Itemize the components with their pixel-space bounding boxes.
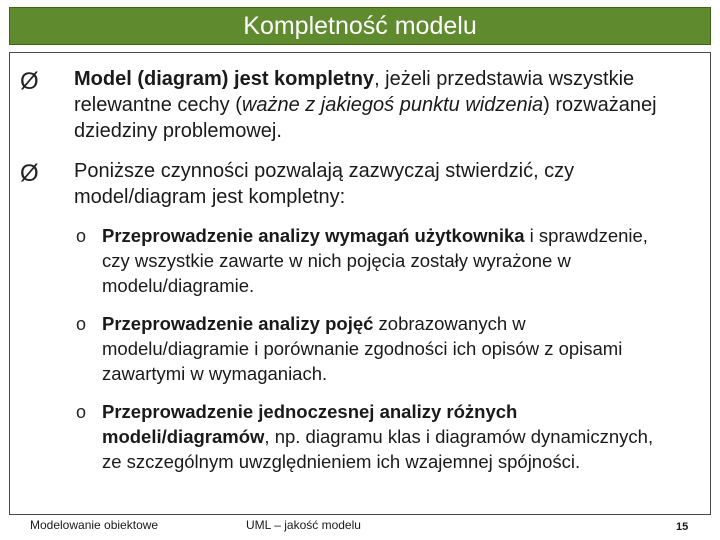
arrow-bullet-icon: Ø xyxy=(20,68,39,95)
bullet-point xyxy=(74,158,699,210)
emphasis-text: Przeprowadzenie jednoczesnej analizy różnych modeli/diagramów xyxy=(102,401,518,447)
emphasis-text: Przeprowadzenie analizy pojęć xyxy=(102,313,374,334)
bullet-point xyxy=(74,66,699,144)
italic-text: ważne z jakiegoś punktu widzenia xyxy=(241,94,544,116)
body-text: , jeżeli przedstawia wszystkie relewantne cechy ( xyxy=(74,68,635,116)
footer-topic: UML – jakość modelu xyxy=(246,518,361,532)
body-text: , np. diagramu klas i diagramów dynamicznych, ze szczególnym uwzględnieniem ich wzajemnej spójności. xyxy=(102,426,654,472)
slide-title-bar xyxy=(9,7,711,45)
sub-bullet-point xyxy=(102,223,662,298)
body-text: i sprawdzenie, czy wszystkie zawarte w nich pojęcia zostały wyrażone w modelu/diagramie. xyxy=(102,225,648,296)
page-number: 15 xyxy=(676,521,689,533)
body-text: ) rozważanej dziedziny problemowej. xyxy=(74,94,657,142)
circle-bullet-icon: o xyxy=(76,226,87,246)
emphasis-text: Model (diagram) jest kompletny xyxy=(74,68,375,90)
body-text: zobrazowanych w modelu/diagramie i porównanie zgodności ich opisów z opisami zawartymi w wymaganiach. xyxy=(102,313,623,384)
footer-course-name: Modelowanie obiektowe xyxy=(30,518,159,532)
arrow-bullet-icon: Ø xyxy=(20,160,39,187)
slide-title: Kompletność modelu xyxy=(243,11,477,40)
body-text: Poniższe czynności pozwalają zazwyczaj stwierdzić, czy model/diagram jest kompletny: xyxy=(74,160,575,208)
circle-bullet-icon: o xyxy=(76,314,87,334)
sub-bullet-point xyxy=(102,311,662,386)
circle-bullet-icon: o xyxy=(76,402,87,422)
emphasis-text: Przeprowadzenie analizy wymagań użytkownika xyxy=(102,225,525,246)
sub-bullet-point xyxy=(102,399,662,474)
